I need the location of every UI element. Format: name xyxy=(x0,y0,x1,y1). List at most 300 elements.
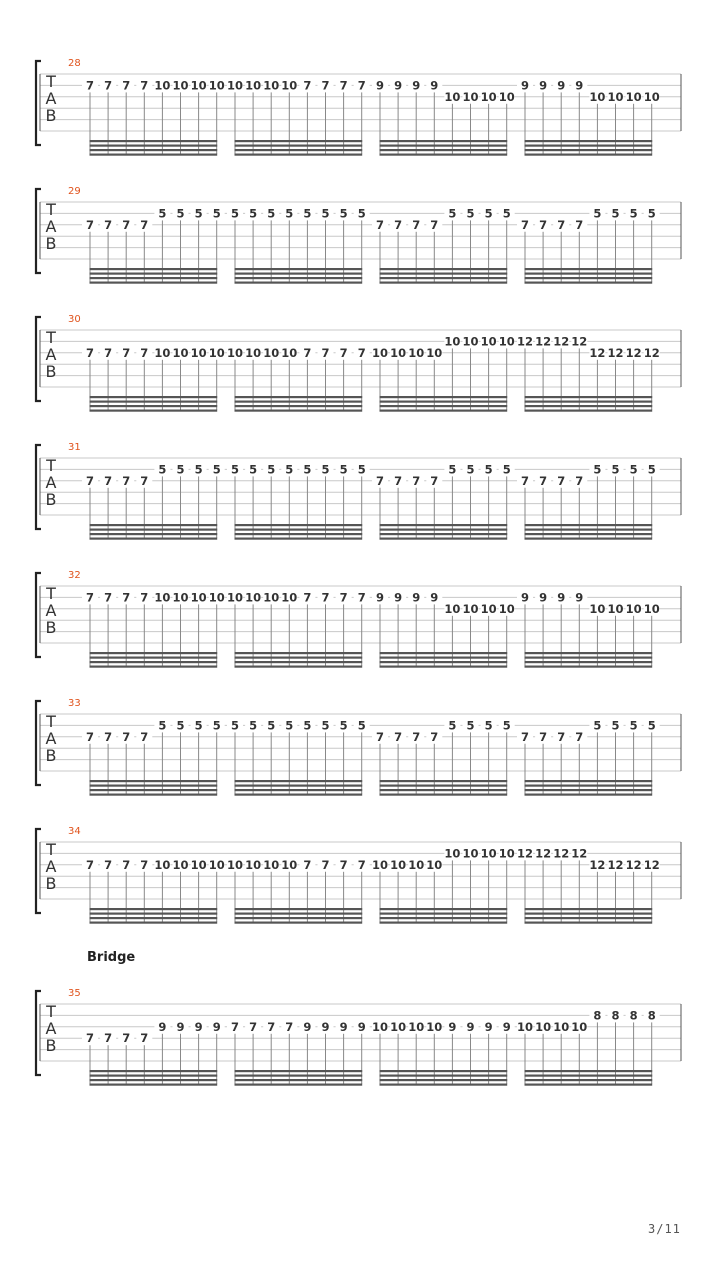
beam xyxy=(90,661,218,663)
fret-number: 10 xyxy=(154,590,171,605)
fret-number: 9 xyxy=(212,1019,221,1034)
fret-number: 7 xyxy=(140,590,149,605)
beam xyxy=(525,140,653,142)
fret-number: 10 xyxy=(190,590,207,605)
fret-number: 5 xyxy=(230,718,240,733)
fret-number: 5 xyxy=(230,206,240,221)
fret-number: 10 xyxy=(480,89,497,104)
fret-number: 5 xyxy=(303,206,312,221)
measure-number: 32 xyxy=(68,570,81,581)
beam xyxy=(380,273,508,275)
beam xyxy=(380,410,508,412)
fret-number: 5 xyxy=(158,206,167,221)
fret-number: 7 xyxy=(140,729,149,744)
fret-number: 5 xyxy=(321,206,330,221)
fret-number: 9 xyxy=(412,590,421,605)
fret-number: 9 xyxy=(430,590,439,605)
fret-number: 9 xyxy=(375,590,385,605)
fret-number: 9 xyxy=(484,1019,493,1034)
fret-number: 5 xyxy=(466,718,475,733)
fret-number: 10 xyxy=(625,89,642,104)
beam xyxy=(235,149,363,151)
fret-number: 12 xyxy=(625,857,642,872)
fret-number: 7 xyxy=(520,473,530,488)
fret-number: 7 xyxy=(321,590,330,605)
fret-number: 10 xyxy=(498,601,515,616)
fret-number: 5 xyxy=(484,718,493,733)
fret-number: 10 xyxy=(390,857,407,872)
beam xyxy=(380,282,508,284)
beam xyxy=(525,785,653,787)
tab-clef-letter: A xyxy=(45,857,57,876)
beam xyxy=(525,145,653,147)
beam xyxy=(235,666,363,668)
beam xyxy=(380,922,508,924)
fret-number: 7 xyxy=(85,590,95,605)
fret-number: 5 xyxy=(466,206,475,221)
fret-number: 12 xyxy=(589,857,606,872)
fret-number: 10 xyxy=(480,846,497,861)
beam xyxy=(90,785,218,787)
beam xyxy=(380,661,508,663)
beam xyxy=(90,789,218,791)
fret-number: 10 xyxy=(444,846,461,861)
beam xyxy=(525,273,653,275)
beam xyxy=(90,405,218,407)
fret-number: 5 xyxy=(303,718,312,733)
fret-number: 12 xyxy=(589,345,606,360)
fret-number: 5 xyxy=(212,206,221,221)
fret-number: 10 xyxy=(535,1019,552,1034)
fret-number: 10 xyxy=(426,857,443,872)
fret-number: 7 xyxy=(520,217,530,232)
fret-number: 9 xyxy=(502,1019,511,1034)
beam xyxy=(525,913,653,915)
fret-number: 10 xyxy=(643,89,660,104)
fret-number: 7 xyxy=(357,857,366,872)
beam xyxy=(90,917,218,919)
beam xyxy=(380,524,508,526)
fret-number: 12 xyxy=(516,334,534,349)
fret-number: 10 xyxy=(462,89,479,104)
fret-number: 5 xyxy=(629,206,638,221)
beam xyxy=(90,282,218,284)
fret-number: 5 xyxy=(194,718,203,733)
fret-number: 10 xyxy=(208,857,225,872)
fret-number: 7 xyxy=(122,857,131,872)
fret-number: 8 xyxy=(593,1008,602,1023)
fret-number: 7 xyxy=(303,590,312,605)
fret-number: 9 xyxy=(520,78,530,93)
beam xyxy=(380,145,508,147)
fret-number: 12 xyxy=(553,846,570,861)
beam xyxy=(90,140,218,142)
fret-number: 5 xyxy=(611,206,620,221)
beam xyxy=(90,1075,218,1077)
beam xyxy=(525,149,653,151)
beam xyxy=(525,401,653,403)
measure-number: 30 xyxy=(68,314,81,325)
beam xyxy=(380,917,508,919)
fret-number: 5 xyxy=(448,718,457,733)
fret-number: 10 xyxy=(480,601,497,616)
beam xyxy=(90,1084,218,1086)
fret-number: 10 xyxy=(245,590,262,605)
fret-number: 7 xyxy=(375,217,385,232)
beam xyxy=(90,410,218,412)
beam xyxy=(525,538,653,540)
fret-number: 10 xyxy=(498,334,515,349)
fret-number: 5 xyxy=(285,462,294,477)
tab-staff xyxy=(0,988,720,1098)
beam xyxy=(90,154,218,156)
fret-number: 12 xyxy=(571,846,588,861)
fret-number: 5 xyxy=(357,206,366,221)
fret-number: 5 xyxy=(593,206,602,221)
tab-clef-letter: A xyxy=(45,729,57,748)
fret-number: 10 xyxy=(281,857,298,872)
fret-number: 10 xyxy=(172,78,189,93)
beam xyxy=(235,789,363,791)
beam xyxy=(380,149,508,151)
fret-number: 5 xyxy=(647,206,656,221)
fret-number: 10 xyxy=(589,601,606,616)
beam xyxy=(380,1084,508,1086)
tab-clef-letter: A xyxy=(45,217,57,236)
fret-number: 5 xyxy=(194,462,203,477)
fret-number: 5 xyxy=(321,462,330,477)
fret-number: 7 xyxy=(357,590,366,605)
fret-number: 7 xyxy=(357,78,366,93)
beam xyxy=(235,785,363,787)
fret-number: 12 xyxy=(607,857,624,872)
fret-number: 7 xyxy=(375,473,385,488)
tab-staff xyxy=(0,826,720,936)
beam xyxy=(90,794,218,796)
fret-number: 5 xyxy=(647,718,656,733)
beam xyxy=(380,780,508,782)
fret-number: 12 xyxy=(553,334,570,349)
fret-number: 5 xyxy=(629,718,638,733)
tab-system xyxy=(0,698,720,808)
fret-number: 9 xyxy=(539,590,548,605)
fret-number: 10 xyxy=(281,78,298,93)
beam xyxy=(235,268,363,270)
fret-number: 7 xyxy=(122,217,131,232)
fret-number: 10 xyxy=(589,89,606,104)
tab-clef-letter: T xyxy=(46,1002,56,1021)
fret-number: 7 xyxy=(104,1031,113,1046)
fret-number: 7 xyxy=(321,78,330,93)
beam xyxy=(90,666,218,668)
tab-clef-letter: T xyxy=(46,72,56,91)
fret-number: 7 xyxy=(539,729,548,744)
tab-clef-letter: A xyxy=(45,1019,57,1038)
beam xyxy=(235,538,363,540)
beam xyxy=(380,657,508,659)
fret-number: 7 xyxy=(321,857,330,872)
fret-number: 5 xyxy=(647,462,656,477)
tab-clef-letter: B xyxy=(45,362,57,381)
tab-staff xyxy=(0,58,720,168)
tab-clef-letter: B xyxy=(45,490,57,509)
fret-number: 7 xyxy=(85,345,95,360)
beam xyxy=(525,922,653,924)
fret-number: 10 xyxy=(390,345,407,360)
measure-number: 34 xyxy=(68,826,81,837)
fret-number: 7 xyxy=(122,345,131,360)
fret-number: 7 xyxy=(394,473,403,488)
fret-number: 5 xyxy=(611,718,620,733)
beam xyxy=(380,268,508,270)
beam xyxy=(90,396,218,398)
fret-number: 7 xyxy=(122,473,131,488)
fret-number: 7 xyxy=(122,78,131,93)
fret-number: 5 xyxy=(249,718,258,733)
beam xyxy=(90,273,218,275)
tab-clef-letter: A xyxy=(45,89,57,108)
fret-number: 10 xyxy=(226,857,244,872)
fret-number: 10 xyxy=(226,345,244,360)
beam xyxy=(235,1079,363,1081)
beam xyxy=(380,913,508,915)
fret-number: 5 xyxy=(176,462,185,477)
beam xyxy=(235,410,363,412)
fret-number: 5 xyxy=(158,718,167,733)
measure-number: 28 xyxy=(68,58,81,69)
fret-number: 7 xyxy=(104,857,113,872)
fret-number: 9 xyxy=(448,1019,457,1034)
fret-number: 12 xyxy=(643,345,660,360)
beam xyxy=(235,922,363,924)
fret-number: 10 xyxy=(263,590,280,605)
beam xyxy=(235,154,363,156)
beam xyxy=(380,405,508,407)
fret-number: 5 xyxy=(176,718,185,733)
fret-number: 10 xyxy=(444,89,461,104)
fret-number: 7 xyxy=(104,78,113,93)
tab-system xyxy=(0,58,720,168)
fret-number: 10 xyxy=(371,857,389,872)
beam xyxy=(90,657,218,659)
beam xyxy=(235,396,363,398)
beam xyxy=(525,1070,653,1072)
beam xyxy=(90,1070,218,1072)
fret-number: 10 xyxy=(607,601,624,616)
fret-number: 7 xyxy=(430,729,439,744)
tab-clef-letter: T xyxy=(46,840,56,859)
fret-number: 7 xyxy=(285,1019,294,1034)
beam xyxy=(525,282,653,284)
beam xyxy=(525,1079,653,1081)
beam xyxy=(235,145,363,147)
fret-number: 10 xyxy=(172,345,189,360)
fret-number: 9 xyxy=(557,78,566,93)
tab-clef-letter: T xyxy=(46,584,56,603)
fret-number: 5 xyxy=(502,206,511,221)
beam xyxy=(90,913,218,915)
beam xyxy=(525,1075,653,1077)
fret-number: 9 xyxy=(520,590,530,605)
beam xyxy=(90,780,218,782)
beam xyxy=(525,396,653,398)
fret-number: 7 xyxy=(557,217,566,232)
fret-number: 7 xyxy=(539,473,548,488)
beam xyxy=(525,908,653,910)
fret-number: 9 xyxy=(575,78,584,93)
fret-number: 5 xyxy=(176,206,185,221)
fret-number: 10 xyxy=(172,590,189,605)
beam xyxy=(380,154,508,156)
beam xyxy=(380,666,508,668)
fret-number: 9 xyxy=(357,1019,366,1034)
fret-number: 9 xyxy=(339,1019,348,1034)
tab-system xyxy=(0,988,720,1098)
fret-number: 7 xyxy=(303,78,312,93)
fret-number: 10 xyxy=(371,345,389,360)
fret-number: 8 xyxy=(629,1008,638,1023)
tab-system xyxy=(0,186,720,296)
beam xyxy=(380,1070,508,1072)
beam xyxy=(525,666,653,668)
beam xyxy=(525,794,653,796)
fret-number: 7 xyxy=(375,729,385,744)
fret-number: 5 xyxy=(285,718,294,733)
fret-number: 7 xyxy=(557,729,566,744)
beam xyxy=(380,652,508,654)
fret-number: 9 xyxy=(176,1019,185,1034)
fret-number: 10 xyxy=(208,590,225,605)
fret-number: 7 xyxy=(122,729,131,744)
fret-number: 7 xyxy=(520,729,530,744)
fret-number: 7 xyxy=(575,217,584,232)
fret-number: 8 xyxy=(647,1008,656,1023)
beam xyxy=(525,652,653,654)
tab-clef-letter: T xyxy=(46,456,56,475)
tab-clef-letter: B xyxy=(45,234,57,253)
fret-number: 10 xyxy=(498,846,515,861)
fret-number: 10 xyxy=(190,857,207,872)
fret-number: 5 xyxy=(339,462,348,477)
fret-number: 12 xyxy=(535,846,552,861)
fret-number: 10 xyxy=(516,1019,534,1034)
fret-number: 7 xyxy=(430,473,439,488)
beam xyxy=(380,908,508,910)
beam xyxy=(235,661,363,663)
fret-number: 10 xyxy=(444,601,461,616)
tab-clef-letter: T xyxy=(46,200,56,219)
beam xyxy=(235,1084,363,1086)
fret-number: 7 xyxy=(85,78,95,93)
fret-number: 9 xyxy=(430,78,439,93)
beam xyxy=(235,140,363,142)
fret-number: 10 xyxy=(408,857,425,872)
fret-number: 7 xyxy=(412,729,421,744)
fret-number: 10 xyxy=(245,857,262,872)
beam xyxy=(525,1084,653,1086)
beam xyxy=(235,657,363,659)
fret-number: 10 xyxy=(281,345,298,360)
fret-number: 5 xyxy=(448,462,457,477)
tab-clef-letter: A xyxy=(45,473,57,492)
fret-number: 9 xyxy=(539,78,548,93)
fret-number: 7 xyxy=(539,217,548,232)
beam xyxy=(90,538,218,540)
tab-system xyxy=(0,442,720,552)
fret-number: 5 xyxy=(502,718,511,733)
beam xyxy=(380,277,508,279)
beam xyxy=(235,913,363,915)
beam xyxy=(235,401,363,403)
measure-number: 35 xyxy=(68,988,81,999)
fret-number: 10 xyxy=(245,345,262,360)
beam xyxy=(90,268,218,270)
fret-number: 9 xyxy=(158,1019,167,1034)
beam xyxy=(235,282,363,284)
beam xyxy=(235,917,363,919)
beam xyxy=(90,145,218,147)
fret-number: 7 xyxy=(104,345,113,360)
beam xyxy=(380,1075,508,1077)
beam xyxy=(525,661,653,663)
fret-number: 10 xyxy=(154,857,171,872)
beam xyxy=(235,1070,363,1072)
tab-staff xyxy=(0,570,720,680)
fret-number: 7 xyxy=(575,729,584,744)
tab-system xyxy=(0,826,720,936)
fret-number: 5 xyxy=(629,462,638,477)
beam xyxy=(90,277,218,279)
fret-number: 10 xyxy=(426,1019,443,1034)
tab-staff xyxy=(0,314,720,424)
beam xyxy=(235,533,363,535)
fret-number: 5 xyxy=(357,462,366,477)
fret-number: 10 xyxy=(263,345,280,360)
fret-number: 9 xyxy=(394,78,403,93)
fret-number: 7 xyxy=(140,78,149,93)
fret-number: 7 xyxy=(575,473,584,488)
beam xyxy=(235,794,363,796)
fret-number: 10 xyxy=(643,601,660,616)
beam xyxy=(525,789,653,791)
fret-number: 10 xyxy=(263,857,280,872)
fret-number: 7 xyxy=(85,857,95,872)
fret-number: 7 xyxy=(104,217,113,232)
fret-number: 7 xyxy=(339,857,348,872)
fret-number: 7 xyxy=(339,590,348,605)
tab-clef-letter: T xyxy=(46,328,56,347)
tab-clef-letter: T xyxy=(46,712,56,731)
fret-number: 10 xyxy=(190,345,207,360)
fret-number: 10 xyxy=(462,334,479,349)
beam xyxy=(235,277,363,279)
beam xyxy=(380,1079,508,1081)
fret-number: 7 xyxy=(104,473,113,488)
beam xyxy=(90,908,218,910)
fret-number: 7 xyxy=(122,590,131,605)
fret-number: 10 xyxy=(371,1019,389,1034)
fret-number: 10 xyxy=(480,334,497,349)
fret-number: 12 xyxy=(571,334,588,349)
beam xyxy=(525,529,653,531)
beam xyxy=(525,405,653,407)
beam xyxy=(90,149,218,151)
fret-number: 10 xyxy=(263,78,280,93)
beam xyxy=(525,917,653,919)
tab-clef-letter: B xyxy=(45,874,57,893)
fret-number: 5 xyxy=(593,718,602,733)
beam xyxy=(90,524,218,526)
